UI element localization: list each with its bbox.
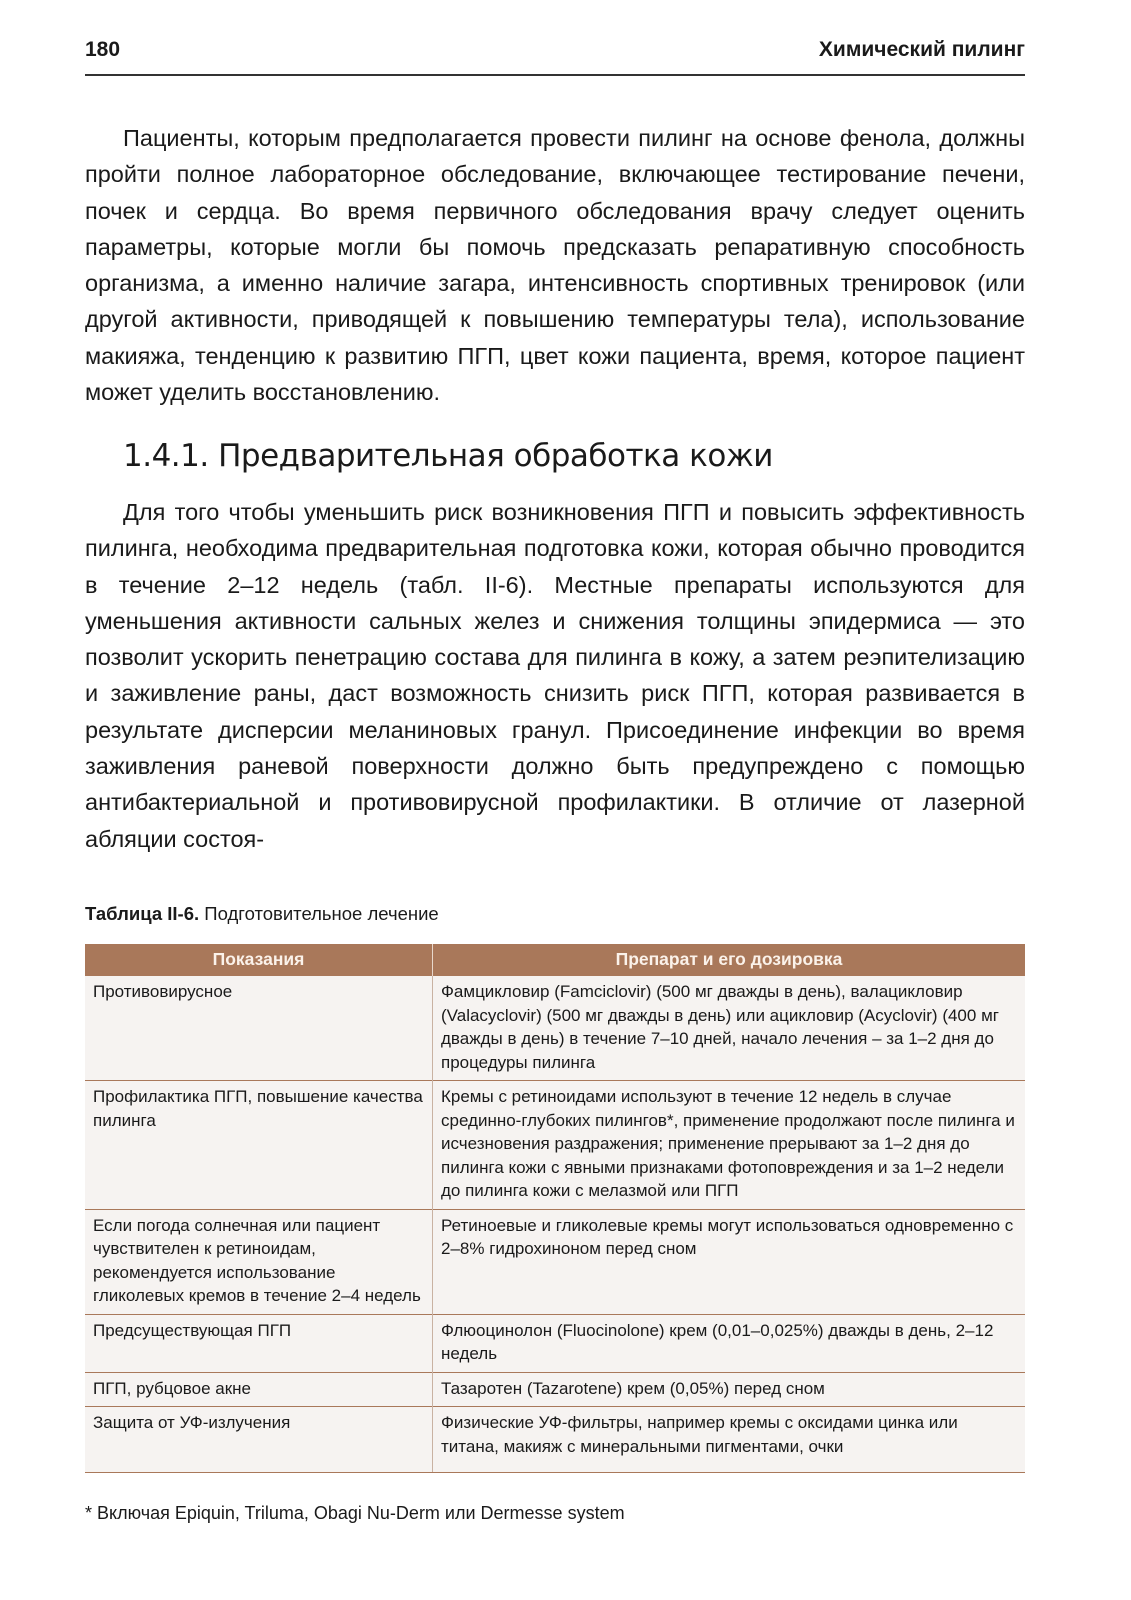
table-caption-text: Подготовительное лечение [204, 903, 439, 924]
table-cell-indication: Предсуществующая ПГП [85, 1314, 433, 1372]
body-paragraph-1: Пациенты, которым предполагается провести пилинг на основе фенола, должны пройти полное лабораторное обследование, включающее тестирование печени, почек и сердца. Во время первичного обследования врачу следует оценить параметры, которые могли бы помочь предсказать репаративную способность организма, а именно наличие загара, интенсивность спортивных тренировок (или другой активности, приводящей к повышению температуры тела), использование макияжа, тенденцию к развитию ПГП, цвет кожи пациента, время, которое пациент может уделить восстановлению. [85, 125, 1025, 406]
table-cell-dosage: Тазаротен (Tazarotene) крем (0,05%) перед сном [433, 1372, 1026, 1407]
table-cell-indication: Профилактика ПГП, повышение качества пилинга [85, 1081, 433, 1210]
table-row [85, 1372, 1025, 1407]
table-cell-dosage: Ретиноевые и гликолевые кремы могут использоваться одновременно с 2–8% гидрохиноном перед сном [433, 1209, 1026, 1314]
table-header-row [85, 944, 1025, 976]
page-number: 180 [85, 38, 121, 61]
table-cell-dosage: Физические УФ-фильтры, например кремы с оксидами цинка или титана, макияж с минеральными пигментами, очки [433, 1407, 1026, 1473]
table-caption-label: Таблица II-6. [85, 903, 200, 924]
table-row [85, 1407, 1025, 1473]
table-cell-indication: Если погода солнечная или пациент чувствителен к ретиноидам, рекомендуется использование гликолевых кремов в течение 2–4 недель [85, 1209, 433, 1314]
table-cell-dosage: Кремы с ретиноидами используют в течение 12 недель в случае срединно-глубоких пилингов*, применение продолжают после пилинга и исчезновения раздражения; применение прерывают за 1–2 дня до пилинга кожи с явными признаками фотоповреждения и за 1–2 недели до пилинга кожи с мелазмой или ПГП [433, 1081, 1026, 1210]
table-cell-dosage: Фамцикловир (Famciclovir) (500 мг дважды в день), валацикловир (Valacyclovir) (500 мг дважды в день) или ацикловир (Acyclovir) (400 мг дважды в день) в течение 7–10 дней, начало лечения – за 1–2 дня до процедуры пилинга [433, 976, 1026, 1081]
table-header-indications: Показания [85, 944, 433, 976]
page-header [85, 34, 1025, 76]
preparation-table [85, 944, 1025, 1473]
table-cell-indication: ПГП, рубцовое акне [85, 1372, 433, 1407]
table-caption [85, 903, 439, 925]
section-heading: 1.4.1. Предварительная обработка кожи [123, 438, 773, 474]
running-title: Химический пилинг [818, 38, 1025, 61]
table-header-drug-dosage: Препарат и его дозировка [433, 944, 1026, 976]
table-cell-dosage: Флюоцинолон (Fluocinolone) крем (0,01–0,025%) дважды в день, 2–12 недель [433, 1314, 1026, 1372]
table-cell-indication: Защита от УФ-излучения [85, 1407, 433, 1473]
table-row [85, 976, 1025, 1081]
table-cell-indication: Противовирусное [85, 976, 433, 1081]
table-row [85, 1314, 1025, 1372]
body-paragraph-2: Для того чтобы уменьшить риск возникновения ПГП и повысить эффективность пилинга, необходима предварительная подготовка кожи, которая обычно проводится в течение 2–12 недель (табл. II-6). Местные препараты используются для уменьшения активности сальных желез и снижения толщины эпидермиса — это позволит ускорить пенетрацию состава для пилинга в кожу, а затем реэпителизацию и заживление раны, даст возможность снизить риск ПГП, которая развивается в результате дисперсии меланиновых гранул. Присоединение инфекции во время заживления раневой поверхности должно быть предупреждено с помощью антибактериальной и противовирусной профилактики. В отличие от лазерной абляции состоя- [85, 499, 1025, 852]
table-row [85, 1209, 1025, 1314]
table-footnote: * Включая Epiquin, Triluma, Obagi Nu-Derm или Dermesse system [85, 1503, 625, 1523]
table-row [85, 1081, 1025, 1210]
